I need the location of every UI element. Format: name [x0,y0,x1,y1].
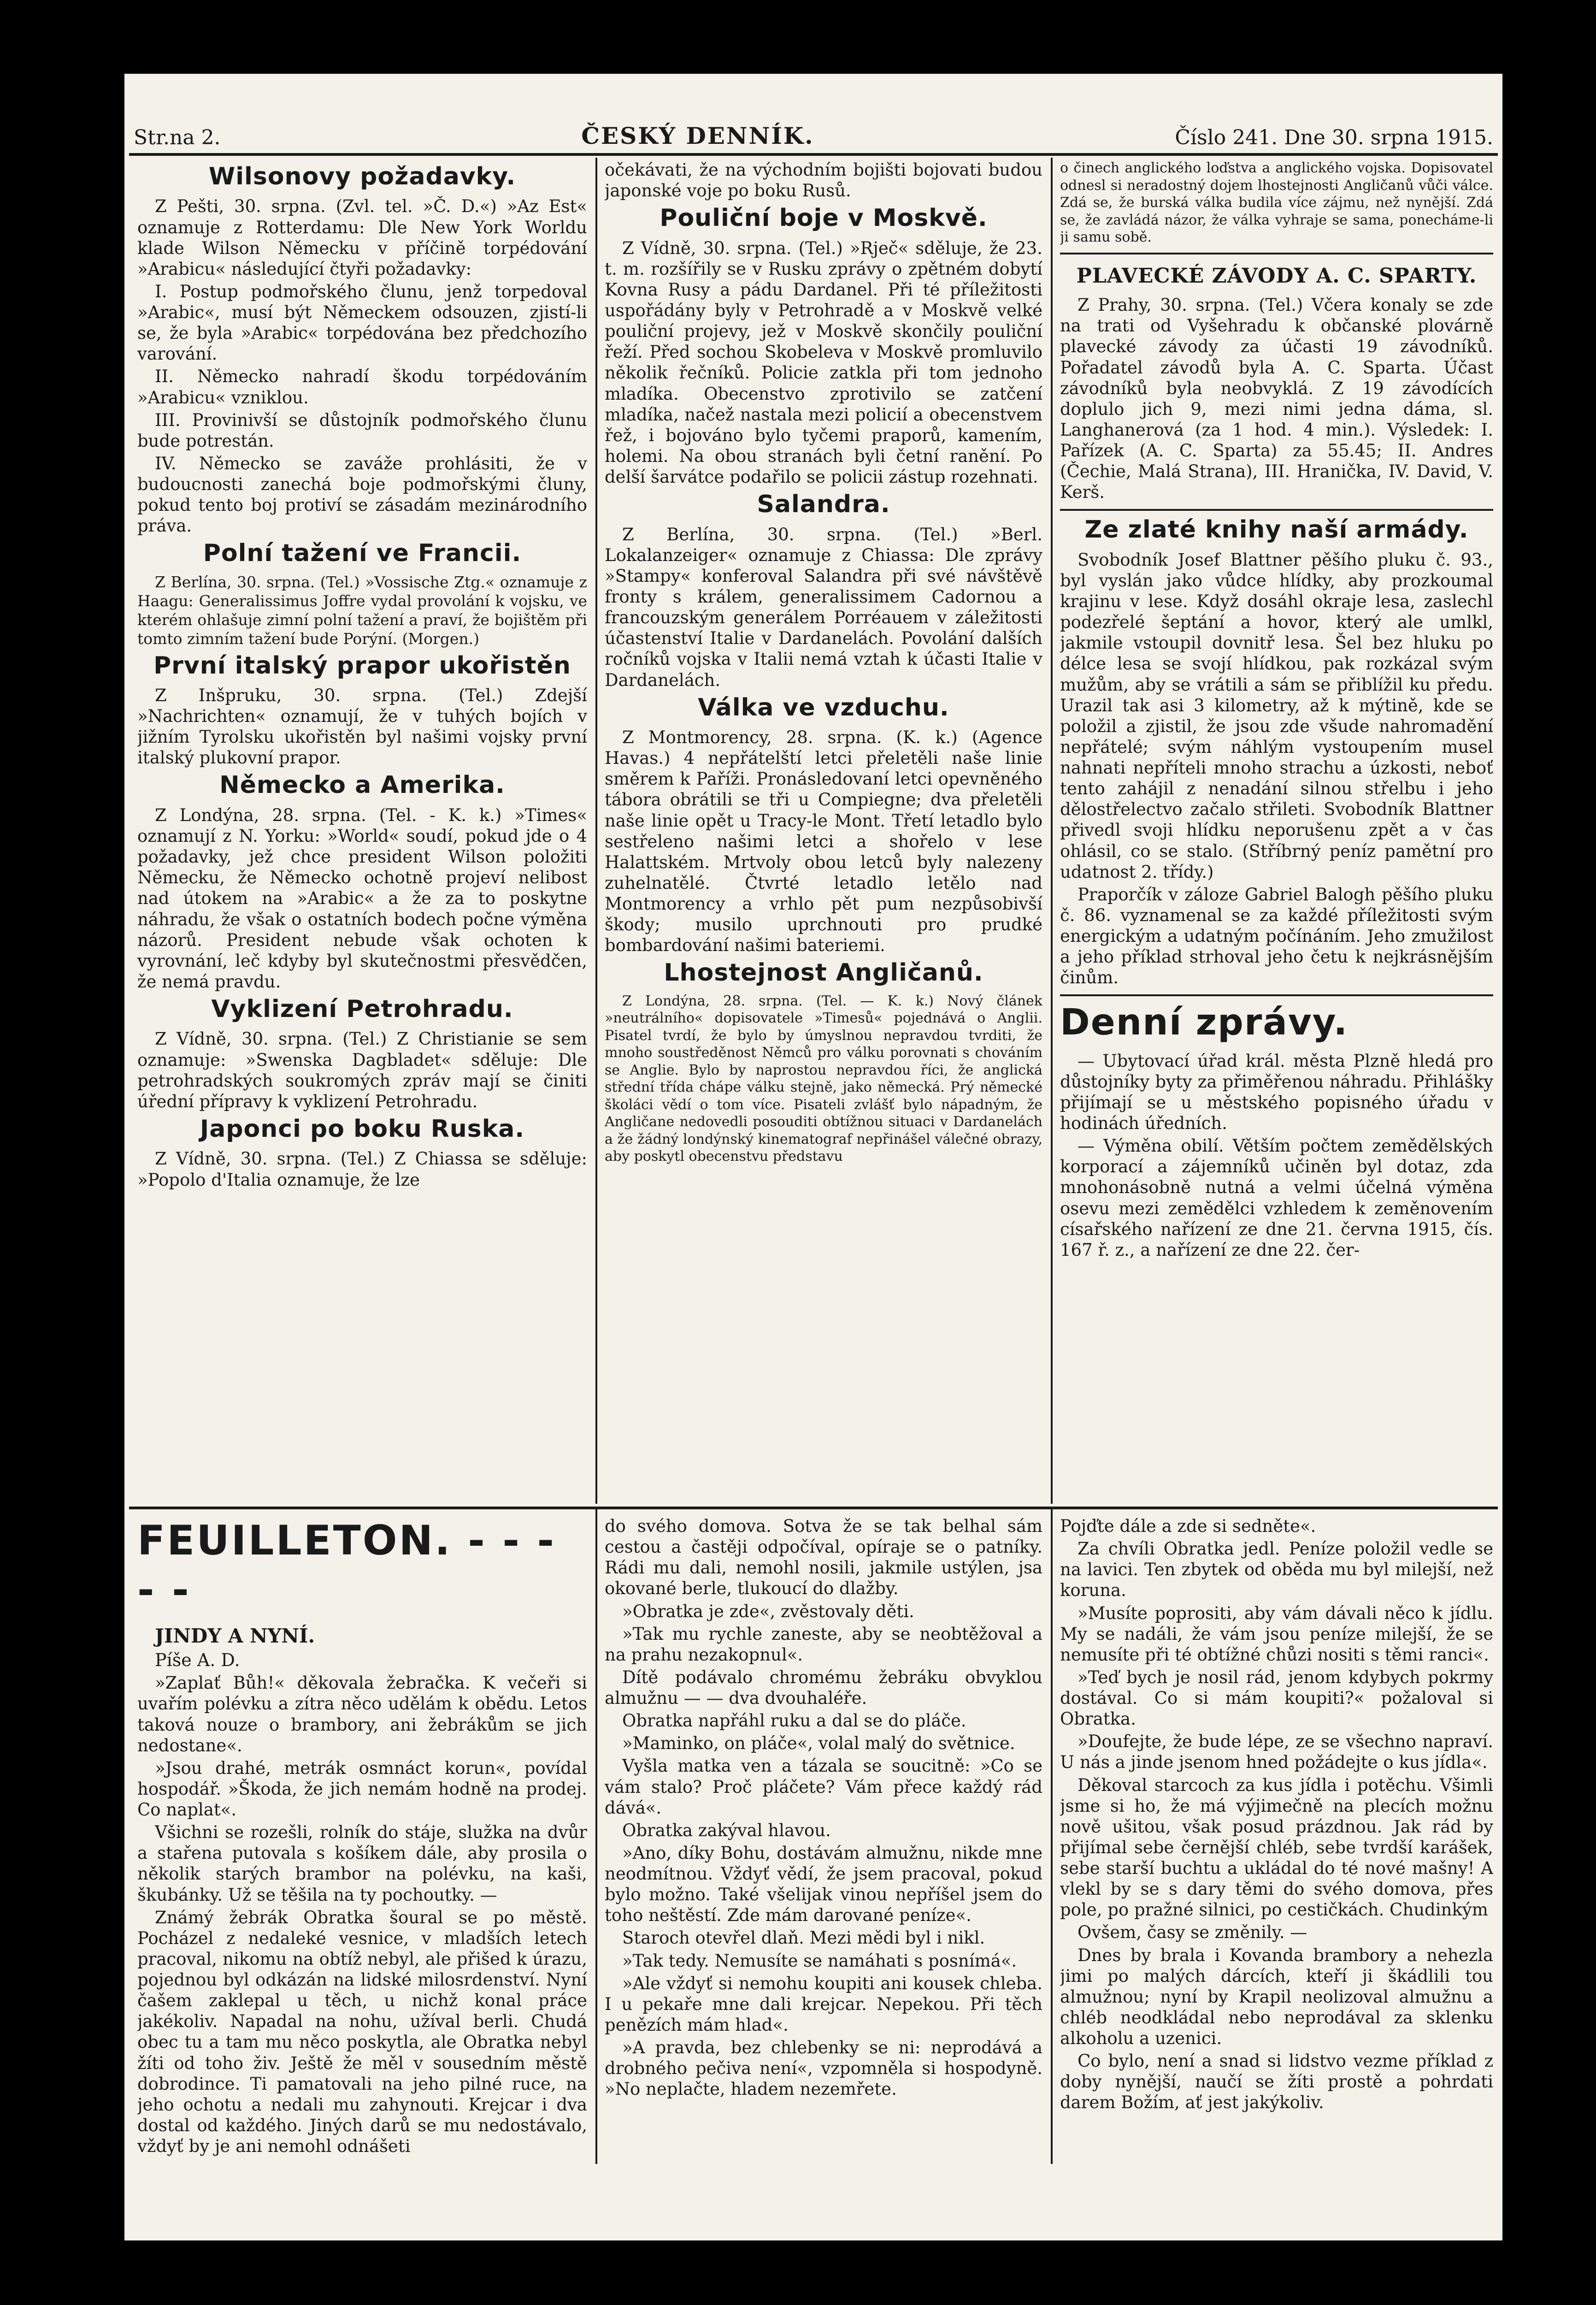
article-text: očekávati, že na východním bojišti bojovati budou japonské voje po boku Rusů. [605,160,1042,201]
feuilleton-rule [129,1507,1498,1509]
headline-wilson: Wilsonovy požadavky. [208,163,516,190]
feuilleton-text: »Tak mu rychle zaneste, aby se neobtěžoval a na prahu nezakopnul«. [605,1624,1042,1665]
feuilleton-text: Staroch otevřel dlaň. Mezi mědi byl i nikl. [622,1928,985,1948]
feuilleton-text: Známý žebrák Obratka šoural se po městě. Pocházel z nedaleké vesnice, v mladších letech pracoval, nikomu na obtíž nebyl, ale přišed k úrazu, pojednou byl odkázán na lidské milosrdenství. Nyní čašem zaklepal u těch, u nichž konal práce jakékoliv. Napadal na nohu, užíval berli. Chudá obec tu a tam mu něco poskytla, ale Obratka nebyl žíti od toho živ. Ještě že měl v sousedním městě dobrodince. Ti pamatovali na jeho pilné ruce, na jeho ochotu a nedali mu zahynouti. Krejcar i dva dostal od každého. Jiných darů se mu nedostávalo, vždyť by je ani nemohl odnášeti [137,1907,587,2157]
feuilleton-text: Všichni se rozešli, rolník do stáje, služka na dvůr a stařena putovala s košíkem dále, aby prosila o několik starých brambor na polévku, na kaši, škubánky. Už se těšila na ty pochoutky. — [137,1822,587,1905]
feuilleton-text: »Tak tedy. Nemusíte se namáhati s posnímá«. [622,1950,1017,1971]
feuilleton-column-2 [605,1516,1042,2161]
feuilleton-text: »Musíte poprositi, aby vám dávali něco k jídlu. My se nadáli, že vám jsou peníze milejší, že se nemusíte při té obtížné chůzi nositi s těmi ranci«. [1060,1603,1493,1665]
article-text: Z Londýna, 28. srpna. (Tel. — K. k.) Nový článek »neutrálního« dopisovatele »Timesů« pojednává o Anglii. Pisatel tvrdí, že bylo by úmyslnou nepravdou tvrditi, že mnoho soustředěnost Němců pro válku porovnati s chováním se Anglie. Bylo by naprostou nepravdou říci, že anglická střední třída chápe válku stejně, jako německá. Prý německé školáci vědí o tom více. Pisateli zvlášť bylo nápadným, že Angličane nedovedli posouditi obtížnou situaci v Dardanelách a že žádný londýnský kinematograf nepřinášel válečné obrazy, aby poskytl obecenstvu představu [605,993,1042,1165]
headline-valka-vzduch: Válka ve vzduchu. [698,693,949,721]
feuilleton-text: Vyšla matka ven a tázala se soucitně: »Co se vám stalo? Proč pláčete? Vám přece každý rád dává«. [605,1756,1042,1818]
newspaper-title: ČESKÝ DENNÍK. [581,122,814,149]
feuilleton-text: Obratka zakýval hlavou. [622,1820,831,1840]
issue-info: Číslo 241. Dne 30. srpna 1915. [1175,126,1493,149]
headline-moskva: Pouliční boje v Moskvě. [660,204,988,232]
feuilleton-text: Za chvíli Obratka jedl. Peníze položil vedle se na lavici. Ten zbytek od oběda mu byl milejší, než koruna. [1060,1539,1493,1601]
article-text: — Ubytovací úřad král. města Plzně hledá pro důstojníky byty za přiměřenou náhradu. Přihlášky přijímají se u městského popisného úřadu v hodinách úředních. [1060,1051,1493,1134]
feuilleton-author: Píše A. D. [155,1649,240,1670]
article-text: Svobodník Josef Blattner pěšího pluku č. 93., byl vyslán jako vůdce hlídky, aby prozkoumal krajinu v lese. Když dosáhl okraje lesa, zaslechl podezřelé šeptání a hovor, který ale umlkl, jakmile vstoupil dovnitř lesa. Šel bez hluku po délce lesa se svojí hlídkou, pak rozkázal svým mužům, aby se vrátili a sám se přiblížil ku předu. Urazil tak asi 3 kilometry, až k mýtině, kde se položil a zjistil, že jsou zde všude nahromadění nepřátelé; svým náhlým vystoupením musel nahnati nepříteli mnoho strachu a úzkosti, neboť tento zahájil z nenadání silnou střelbu i jeho dělostřelectvo začalo střileti. Svobodník Blattner přivedl svoji hlídku neporušenu zpět a v čas ohlásil, co se stalo. (Stříbrný peníz pamětní pro udatnost 2. třídy.) [1060,550,1493,882]
article-text: — Výměna obilí. Větším počtem zemědělských korporací a zájemníků učiněn byl dotaz, zda mnohonásobně nutná a velmi účelná výměna osevu mezi zemědělci vzhledem k zeměnovením císařského nařízení ze dne 21. června 1915, čís. 167 ř. z., a nařízení ze dne 22. čer- [1060,1136,1493,1260]
headline-amerika: Německo a Amerika. [219,771,505,799]
headline-plavecke-zavody: PLAVECKÉ ZÁVODY A. C. SPARTY. [1076,264,1477,288]
feuilleton-text: do svého domova. Sotva že se tak belhal sám cestou a častěji odpočíval, opíraje se o patníky. Rádi mu dali, nemohl nosili, jakmile ustýlen, jsa okované berle, tlukoucí do dlažby. [605,1516,1042,1599]
column-divider [595,1509,597,2164]
feuilleton-text: »Jsou drahé, metrák osmnáct korun«, povídal hospodář. »Škoda, že jich nemám hodně na prodej. Co naplat«. [137,1758,587,1820]
feuilleton-column-1 [137,1516,587,2161]
feuilleton-text: »Zaplať Bůh!« děkovala žebračka. K večeři si uvařím polévku a zítra něco udělám k obědu. Letos taková nouze o brambory, ani žebrákům se jich nedostane«. [137,1673,587,1755]
feuilleton-text: Co bylo, není a snad si lidstvo vezme příklad z doby nynější, naučí se žíti prostě a pohrdati darem Božím, ať jest jakýkoliv. [1060,2051,1493,2113]
article-text: Z Berlína, 30. srpna. (Tel.) »Vossische Ztg.« oznamuje z Haagu: Generalissimus Joffre vydal provolání k vojsku, ve kterém ohlašuje zimní polní tažení a praví, že bojištěm při tomto zimním tažení bude Porýní. (Morgen.) [137,573,587,648]
article-text: Z Montmorency, 28. srpna. (K. k.) (Agence Havas.) 4 nepřátelští letci přeletěli naše linie směrem k Paříži. Pronásledovaní letci opevněného tábora obrátili se tři u Compiegne; dva přeletěli naše linie opět u Tracy-le Mont. Třetí letadlo bylo sestřeleno našimi letci a shořelo v lese Halattském. Mrtvoly obou letců byly nalezeny zuhelnatělé. Čtvrté letadlo letělo nad Montmorency a vrhlo pět pum nezpůsobivší škody; musilo uprchnouti pro prudké bombardování našimi bateriemi. [605,727,1042,956]
article-text: Z Vídně, 30. srpna. (Tel.) Z Chiassa se sděluje: »Popolo d'Italia oznamuje, že lze [137,1149,587,1190]
feuilleton-text: »A pravda, bez chlebenky se ni: neprodává a drobného pečiva není«, vzpomněla si hospodyně. »No neplačte, hladem nezemřete. [605,2038,1042,2099]
headline-denni-zpravy: Denní zprávy. [1060,1002,1349,1044]
newspaper-page [124,74,1502,2240]
feuilleton-text: »Maminko, on pláče«, volal malý do světnice. [622,1733,1015,1754]
masthead [134,120,1493,149]
article-text: I. Postup podmořského člunu, jenž torpedoval »Arabic«, musí být Německem odsouzen, zjistí-li se, že byla »Arabic« torpédována bez předchozího varování. [137,281,587,364]
article-text: Z Inšpruku, 30. srpna. (Tel.) Zdejší »Nachrichten« oznamují, že v tuhých bojích v jižním Tyrolsku ukořistěn byl našimi vojsky první italský plukovní prapor. [137,685,587,768]
headline-salandra: Salandra. [757,491,890,519]
article-text: II. Německo nahradí škodu torpédováním »Arabicu« vzniklou. [137,366,587,408]
feuilleton-text: Ovšem, časy se změnily. — [1078,1922,1307,1943]
headline-anglicane: Lhostejnost Angličanů. [664,959,984,987]
article-text: Z Londýna, 28. srpna. (Tel. - K. k.) »Times« oznamují z N. Yorku: »World« soudí, pokud jde o 4 požadavky, jež chce president Wilson položiti Německu, že Německo ochotně projeví nelibost nad útokem na »Arabic« a že za to poskytne náhradu, že však o ostatních bodech počne výměna názorů. President nebude však ochoten k vyrovnání, leč kdyby byl skutečnostmi přesvědčen, že nemá pravdu. [137,805,587,992]
article-rule [1060,509,1493,511]
feuilleton-column-3 [1060,1516,1493,2161]
article-text: Z Vídně, 30. srpna. (Tel.) Z Christianie se sem oznamuje: »Swenska Dagbladet« sděluje: Dle petrohradských soukromých zpráv mají se činiti úřední přípravy k vyklizení Petrohradu. [137,1029,587,1111]
article-text: Z Prahy, 30. srpna. (Tel.) Včera konaly se zde na trati od Vyšehradu k občanské plovárně plavecké závody za účasti 19 závodníků. Pořadatel závodů byla A. C. Sparta. Účast závodníků byla neobvyklá. Z 19 závodících doplulo jich 9, mezi nimi jedna dáma, sl. Langhanerová (za 1 hod. 4 min.). Výsledek: I. Pařízek (A. C. Sparta) za 55.45; II. Andres (Čechie, Malá Strana), III. Hranička, IV. David, V. Kerš. [1060,295,1493,502]
column-1 [137,160,587,1503]
feuilleton-text: Dítě podávalo chromému žebráku obvyklou almužnu — — dva dvouhaléře. [605,1667,1042,1708]
feuilleton-text: »Ale vždyť si nemohu koupiti ani kousek chleba. I u pekaře mne dali krejcar. Nepekou. Při těch penězích mám hlad«. [605,1973,1042,2035]
column-divider [595,158,597,1504]
feuilleton-text: »Teď bych je nosil rád, jenom kdybych pokrmy dostával. Co si mám koupiti?« požaloval si Obratka. [1060,1667,1493,1729]
article-text: o činech anglického loďstva a anglického vojska. Dopisovatel odnesl si neradostný dojem lhostejnosti Angličanů vůči válce. Zdá se, že burská válka budila více zájmu, než nynější. Zdá se, že zavládá názor, že válka vyhraje se sama, ponecháme-li ji samu sobě. [1060,160,1493,245]
page-number: Str.na 2. [134,126,221,149]
feuilleton-title: FEUILLETON. - - - - - [137,1517,556,1614]
feuilleton-text: Pojďte dále a zde si sedněte«. [1060,1516,1316,1536]
feuilleton-text: »Doufejte, že bude lépe, ze se všechno napraví. U nás a jinde jsenom hned požádejte o kus jídla«. [1060,1732,1493,1773]
column-3 [1060,160,1493,1503]
headline-japonci: Japonci po boku Ruska. [200,1115,525,1143]
article-text: IV. Německo se zaváže prohlásiti, že v budoucnosti zanechá boje podmořskými čluny, pokud tento boj protiví se zásadám mezinárodního práva. [137,453,587,536]
headline-petrohrad: Vyklizení Petrohradu. [211,995,513,1023]
feuilleton-text: Děkoval starcoch za kus jídla i potěchu. Všimli jsme si ho, že má výjimečně na plecích možnu nově ušitou, však posud prázdnou. Jak rád by přijímal sebe černější chléb, sebe tvrdší karášek, sebe starší buchtu a ukládal do té nové mašny! A vlekl by se s dary těmi do svého domova, přes pole, po pražné silnici, po cestičkách. Chudinkým [1060,1775,1493,1920]
feuilleton-text: »Ano, díky Bohu, dostávám almužnu, nikde mne neodmítnou. Vždyť vědí, že jsem pracoval, pokud bylo možno. Také všelijak vinou nepříšel jsem do toho neštěstí. Zde mám darované peníze«. [605,1843,1042,1926]
article-text: Z Vídně, 30. srpna. (Tel.) »Rječ« sděluje, že 23. t. m. rozšířily se v Rusku zprávy o zpětném dobytí Kovna Rusy a pádu Dardanel. Při té příležitosti uspořádány byly v Petrohradě a v Moskvě velké pouliční projevy, jež v Moskvě skončily pouliční řeží. Před sochou Skobeleva v Moskvě promluvilo několik řečníků. Policie zatkla při tom jednoho mladíka. Obecenstvo zprotivilo se zatčení mladíka, načež nastala mezi policií a obecenstvem řež, i bojováno bylo tyčemi praporů, kamením, holemi. Na obou stranách byli četní ranění. Po delší šarvátce podařilo se policii zástup rozehnati. [605,238,1042,487]
article-rule [1060,994,1493,996]
article-text: Z Pešti, 30. srpna. (Zvl. tel. »Č. D.«) »Az Est« oznamuje z Rotterdamu: Dle New York Worldu klade Wilson Německu v příčině torpédování »Arabicu« následující čtyři požadavky: [137,196,587,279]
column-divider [1051,158,1053,1504]
article-rule [1060,253,1493,254]
masthead-rule [129,153,1498,156]
feuilleton-text: Dnes by brala i Kovanda brambory a nehezla jimi po malých dárcích, kteří ji škádlili tou almužnou; nyní by Krapil neolizoval almužnu a chléb neodkládal nebo neprodával za sklenku alkoholu a uzenici. [1060,1945,1493,2048]
feuilleton-text: Obratka napřáhl ruku a dal se do pláče. [622,1711,966,1731]
column-2 [605,160,1042,1503]
article-text: Z Berlína, 30. srpna. (Tel.) »Berl. Lokalanzeiger« oznamuje z Chiassa: Dle zprávy »Stampy« konferoval Salandra při své návštěvě fronty s králem, generalissimem Cadornou a francouzským generálem Porréauem v záležitosti účastenství Italie v Dardanelách. Povolání dalších ročníků vojska v Italii nemá vztah k účasti Italie v Dardanelách. [605,524,1042,690]
feuilleton-subtitle: JINDY A NYNÍ. [155,1624,315,1647]
article-text: III. Provinivší se důstojník podmořského člunu bude potrestán. [137,410,587,451]
feuilleton-text: »Obratka je zde«, zvěstovaly děti. [622,1601,914,1621]
headline-prapor: První italský prapor ukořistěn [153,651,571,680]
column-divider [1051,1509,1053,2164]
article-text: Praporčík v záloze Gabriel Balogh pěšího pluku č. 86. vyznamenal se za každé příležitosti svým energickým a udatným počínáním. Jeho zmužilost a jeho příklad strhoval jeho četu k nejkrásnějším činům. [1060,884,1493,988]
headline-zlata-kniha: Ze zlaté knihy naší armády. [1084,516,1469,544]
headline-francie: Polní tažení ve Francii. [203,539,522,567]
